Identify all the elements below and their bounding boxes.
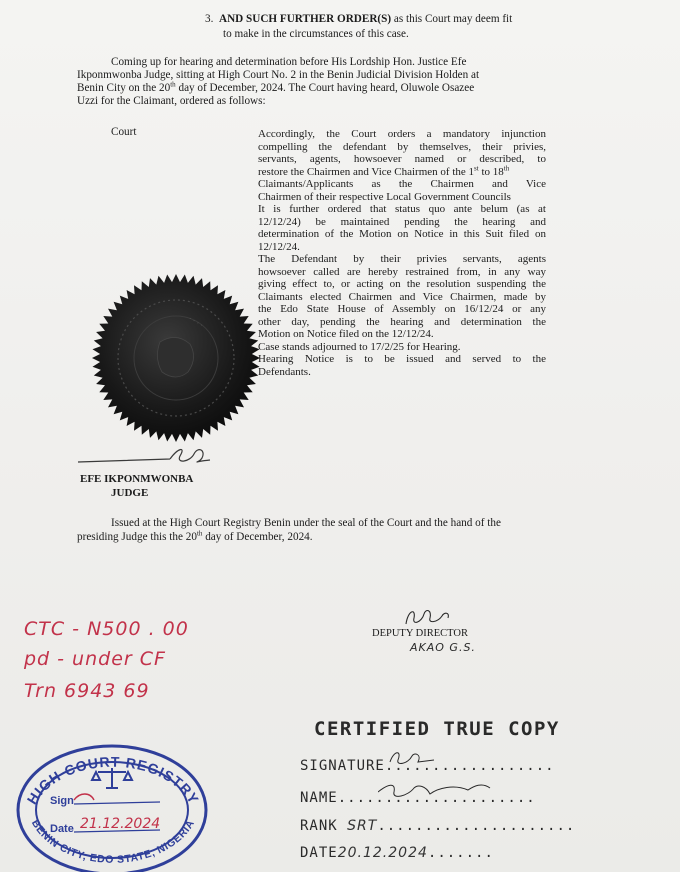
order-line: Hearing Notice is to be issued and served to the: [258, 353, 546, 365]
svg-text:Date: Date: [50, 823, 74, 835]
handwritten-ctc-fee: CTC - N500 . 00: [24, 618, 189, 640]
court-label: Court: [111, 126, 137, 138]
order-line: Defendants.: [258, 365, 311, 378]
order-line: 12/12/24) be maintained pending the hearing and: [258, 215, 546, 228]
judge-name: EFE IKPONMWONBA: [80, 473, 194, 485]
intro-line-3: Benin City on the 20th day of December, 2024. The Court having heard, Oluwole Osazee: [77, 80, 475, 94]
handwritten-trn-number: Trn 6943 69: [24, 680, 150, 702]
issued-line-2: presiding Judge this the 20th day of December, 2024.: [77, 529, 313, 543]
order-line: compelling the defendant by themselves, their privies,: [258, 140, 546, 153]
order-line: Claimants/Applicants as the Chairmen and Vice: [258, 178, 546, 190]
order-line: the Edo State House of Assembly on 16/12/24 or any: [258, 303, 546, 315]
order-line: Accordingly, the Court orders a mandatory injunction: [258, 128, 546, 140]
order-line: Chairmen of their respective Local Government Councils: [258, 190, 511, 203]
svg-text:21.12.2024: 21.12.2024: [80, 816, 161, 832]
order-line: giving effect to, or acting on the resolution suspending the: [258, 278, 546, 290]
ctc-signatures-icon: [378, 748, 498, 838]
court-seal-icon: [90, 272, 262, 444]
issued-line-1: Issued at the High Court Registry Benin under the seal of the Court and the hand of the: [111, 517, 501, 529]
order-line: Claimants elected Chairmen and Vice Chairmen, made by: [258, 290, 546, 303]
order-line: Case stands adjourned to 17/2/25 for Hearing.: [258, 340, 461, 353]
judge-title: JUDGE: [111, 487, 149, 499]
svg-text:Sign: Sign: [50, 795, 74, 807]
order-line: restore the Chairmen and Vice Chairmen of the 1st to 18th: [258, 163, 510, 178]
intro-line-1: Coming up for hearing and determination before His Lordship Hon. Justice Efe: [111, 56, 467, 68]
intro-line-2: Ikponmwonba Judge, sitting at High Court No. 2 in the Benin Judicial Division Holden at: [77, 69, 480, 81]
deputy-director-title: DEPUTY DIRECTOR: [372, 628, 468, 639]
ctc-signature-row: SIGNATURE..................: [300, 758, 555, 774]
order-3-line-1: 3. AND SUCH FURTHER ORDER(S) as this Court may deem fit: [205, 13, 513, 25]
intro-line-4: Uzzi for the Claimant, ordered as follows:: [77, 95, 266, 107]
order-line: It is further ordered that status quo ante belum (as at: [258, 203, 546, 215]
deputy-director-name: AKAO G.S.: [410, 641, 476, 654]
order-3-line-2: to make in the circumstances of this case.: [223, 28, 409, 40]
high-court-registry-stamp-icon: [10, 722, 210, 872]
svg-text:· · · ·: · · · ·: [187, 314, 205, 330]
order-line: The Defendant by their privies servants, agents: [258, 253, 546, 265]
order-line: 12/12/24.: [258, 240, 300, 253]
order-line: other day, pending the hearing and determination the: [258, 315, 546, 328]
order-line: servants, agents, howsoever named or described, to: [258, 153, 546, 165]
order-line: Motion on Notice filed on the 12/12/24.: [258, 328, 434, 340]
ctc-title: CERTIFIED TRUE COPY: [314, 718, 560, 740]
svg-text:BENIN CITY, EDO STATE, NIGERIA: BENIN CITY, EDO STATE, NIGERIA: [28, 817, 198, 866]
ctc-date-row: DATE20.12.2024.......: [300, 845, 494, 861]
order-line: determination of the Motion on Notice in this Suit filed on: [258, 228, 546, 240]
order-line: howsoever called are hereby restrained from, in any way: [258, 265, 546, 278]
judge-signature-icon: [74, 440, 214, 470]
ctc-rank-row: RANK SRT.....................: [300, 818, 576, 834]
ctc-name-row: NAME.....................: [300, 790, 536, 806]
svg-text:HIGH COURT REGISTRY: HIGH COURT REGISTRY: [23, 753, 203, 807]
handwritten-paid-note: pd - under CF: [24, 648, 166, 670]
